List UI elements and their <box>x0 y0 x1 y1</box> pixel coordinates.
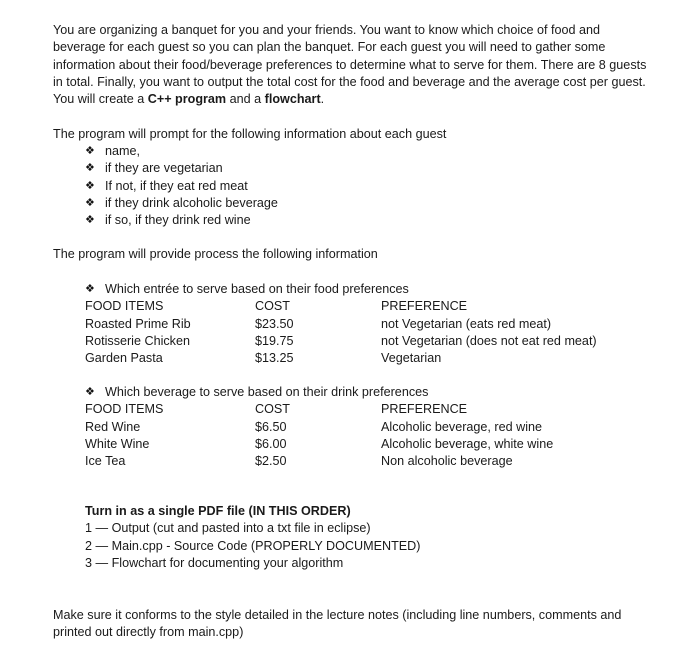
intro-cpp-bold: C++ program <box>147 92 227 107</box>
cost: $19.75 <box>255 333 294 348</box>
list-item <box>85 143 278 160</box>
list-item-text: if so, if they drink red wine <box>105 213 251 228</box>
intro-paragraph <box>53 22 653 108</box>
column-header-cost: COST <box>255 299 290 314</box>
prompt-heading: The program will prompt for the following information about each guest <box>53 127 447 141</box>
food-item: Garden Pasta <box>85 351 163 366</box>
diamond-bullet-icon: ❖ <box>85 145 95 157</box>
turn-in-title: Turn in as a single PDF file (IN THIS ORDER) <box>85 504 351 518</box>
list-item <box>85 195 278 212</box>
diamond-bullet-icon: ❖ <box>85 179 95 192</box>
intro-flowchart-bold: flowchart <box>264 92 321 107</box>
diamond-bullet-icon: ❖ <box>85 214 95 227</box>
table-header-row <box>85 298 468 315</box>
diamond-bullet-icon: ❖ <box>85 386 95 398</box>
table-row <box>85 453 513 470</box>
beverage-heading <box>85 384 428 401</box>
list-item-text: if they are vegetarian <box>105 161 223 176</box>
column-header-preference: PREFERENCE <box>381 299 468 314</box>
list-item <box>85 160 278 177</box>
diamond-bullet-icon: ❖ <box>85 196 95 209</box>
cost: $2.50 <box>255 454 287 469</box>
table-row <box>85 333 597 350</box>
process-heading: The program will provide process the following information <box>53 247 378 261</box>
preference: Alcoholic beverage, red wine <box>381 419 543 434</box>
column-header-cost: COST <box>255 402 290 417</box>
intro-period: . <box>320 92 325 107</box>
list-item: 1 — Output (cut and pasted into a txt file in eclipse) <box>85 521 371 536</box>
food-item: Rotisserie Chicken <box>85 333 190 348</box>
diamond-bullet-icon: ❖ <box>85 283 95 295</box>
list-item: 3 — Flowchart for documenting your algorithm <box>85 555 344 570</box>
table-row <box>85 350 442 367</box>
cost: $6.50 <box>255 419 287 434</box>
intro-text: You are organizing a banquet for you and your friends. You want to know which choice of food and beverage for each guest so you can plan the banquet. For each guest you will need to gather some information about their food/beverage preferences to determine what to serve for them. There are 8 guests in total. Finally, you want to output the total cost for the food and beverage and the average cost per guest. You will create a <box>53 23 647 107</box>
table-row <box>85 419 543 436</box>
column-header-preference: PREFERENCE <box>381 402 468 417</box>
column-header-food: FOOD ITEMS <box>85 299 164 314</box>
entree-heading-text: Which entrée to serve based on their food preferences <box>105 282 409 296</box>
beverage-table <box>85 384 554 470</box>
preference: Alcoholic beverage, white wine <box>381 436 554 451</box>
entree-heading <box>85 281 409 298</box>
preference: Vegetarian <box>381 351 442 366</box>
preference: not Vegetarian (eats red meat) <box>381 316 552 331</box>
column-header-food: FOOD ITEMS <box>85 402 164 417</box>
list-item-text: if they drink alcoholic beverage <box>105 195 278 210</box>
table-row <box>85 436 554 453</box>
table-row <box>85 316 552 333</box>
intro-and: and a <box>226 92 265 107</box>
list-item <box>85 178 278 195</box>
prompt-list <box>85 143 278 229</box>
cost: $13.25 <box>255 351 294 366</box>
list-item-text: If not, if they eat red meat <box>105 178 248 193</box>
preference: not Vegetarian (does not eat red meat) <box>381 333 597 348</box>
list-item-text: name, <box>105 144 141 158</box>
preference: Non alcoholic beverage <box>381 454 513 469</box>
list-item <box>85 212 278 229</box>
turn-in-section <box>85 503 420 572</box>
entree-table <box>85 281 597 367</box>
table-header-row <box>85 401 468 418</box>
beverage-heading-text: Which beverage to serve based on their drink preferences <box>105 385 429 399</box>
food-item: White Wine <box>85 436 150 451</box>
cost: $23.50 <box>255 316 294 331</box>
footer-note: Make sure it conforms to the style detailed in the lecture notes (including line numbers, comments and printed out directly from main.cpp) <box>53 608 622 640</box>
food-item: Roasted Prime Rib <box>85 316 191 331</box>
cost: $6.00 <box>255 436 287 451</box>
food-item: Red Wine <box>85 419 141 434</box>
list-item: 2 — Main.cpp - Source Code (PROPERLY DOCUMENTED) <box>85 538 421 553</box>
food-item: Ice Tea <box>85 454 126 469</box>
diamond-bullet-icon: ❖ <box>85 162 95 175</box>
